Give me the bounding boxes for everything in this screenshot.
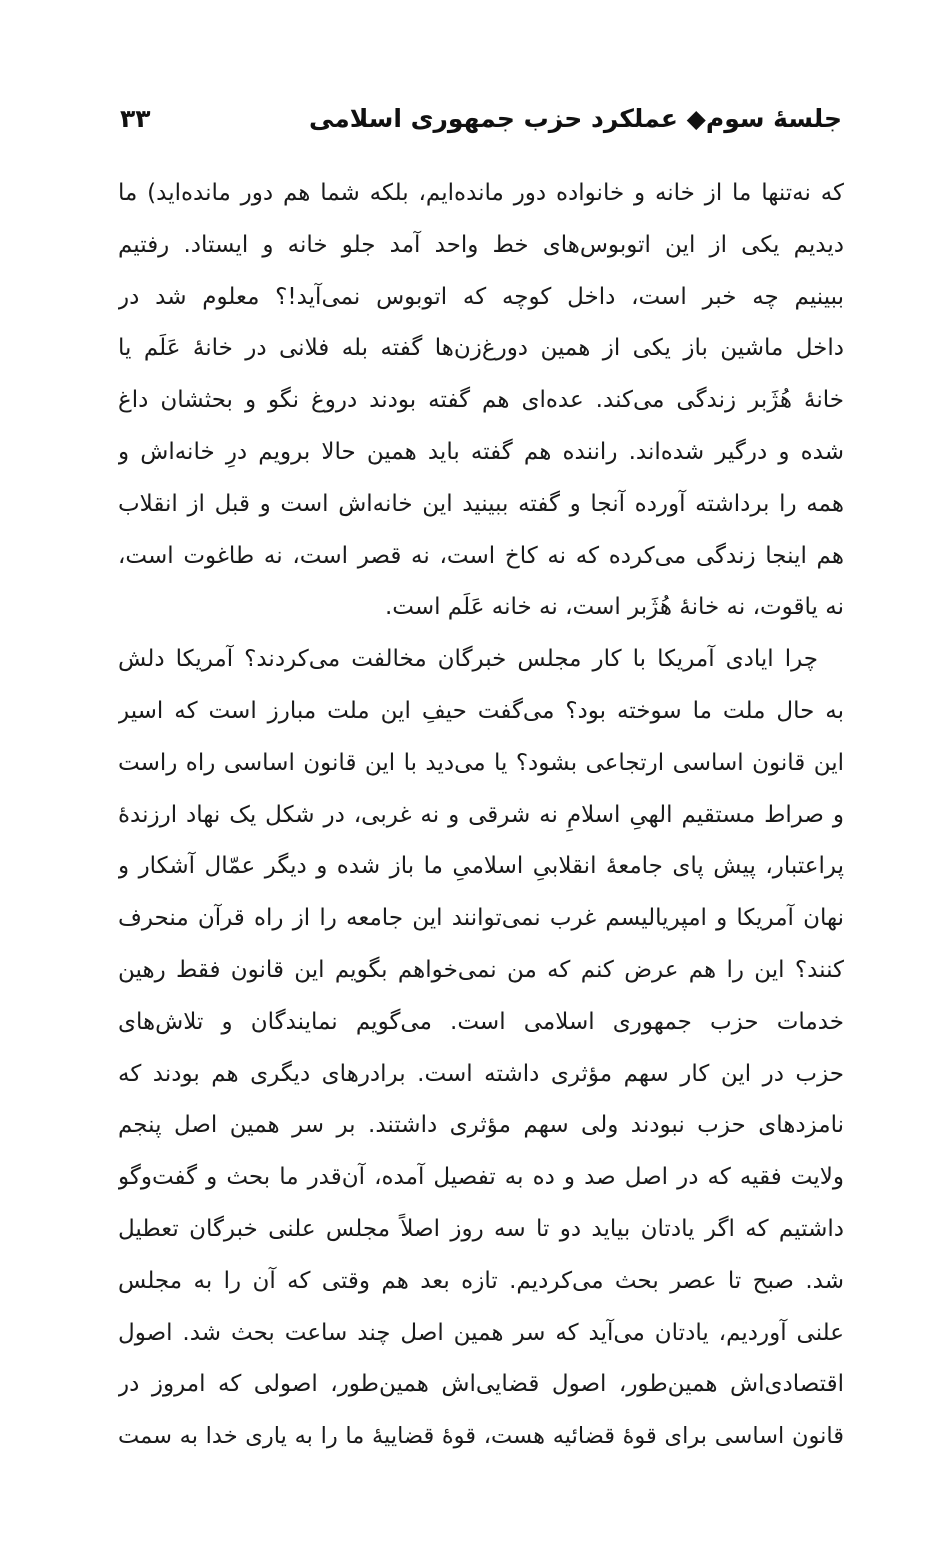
text-line: شده و درگیر شده‌اند. راننده هم گفته باید همین حالا برویم درِ خانه‌اش و [118,438,844,465]
text-line: داشتیم که اگر یادتان بیاید دو تا سه روز اصلاً مجلس علنی خبرگان تعطیل [118,1215,844,1242]
text-line: داخل ماشین باز یکی از همین دورغ‌زن‌ها گفته بله فلانی در خانهٔ عَلَم یا [118,335,844,362]
text-line: نه یاقوت، نه خانهٔ هُژَبر است، نه خانه عَلَم است. [384,594,844,621]
text-line: هم اینجا زندگی می‌کرده که نه کاخ است، نه قصر است، نه طاغوت است، [118,542,844,569]
text-line: همه را برداشته آورده آنجا و گفته ببینید این خانه‌اش است و قبل از انقلاب [118,490,844,517]
text-line: دیدیم یکی از این اتوبوس‌های خط واحد آمد جلو خانه و ایستاد. رفتیم [118,231,844,258]
text-line: ولایت فقیه که در اصل صد و ده به تفصیل آمده، آن‌قدر ما بحث و گفت‌وگو [118,1164,844,1191]
chapter-title: جلسهٔ سوم◆ عملکرد حزب جمهوری اسلامی [309,103,842,133]
text-line: خانهٔ هُژَبر زندگی می‌کند. عده‌ای هم گفته بودند دروغ نگو و بحثشان داغ [118,387,844,414]
text-line: علنی آوردیم، یادتان می‌آید که سر همین اصل چند ساعت بحث شد. اصول [118,1319,844,1346]
page-number: ۳۳ [120,103,151,133]
text-line: کنند؟ این را هم عرض کنم که من نمی‌خواهم بگویم این قانون فقط رهین [118,956,844,983]
text-line: و صراط مستقیم الهیِ اسلامِ نه شرقی و نه غربی، در شکل یک نهاد ارزندهٔ [118,801,844,828]
text-line: پراعتبار، پیش پای جامعهٔ انقلابیِ اسلامیِ ما باز شده و دیگر عمّال آشکار و [118,853,844,880]
text-line: نهان آمریکا و امپریالیسم غرب نمی‌توانند این جامعه را از راه قرآن منحرف [118,905,844,932]
text-line: خدمات حزب جمهوری اسلامی است. می‌گویم نمایندگان و تلاش‌های [118,1008,844,1035]
paragraph-first-line: چرا ایادی آمریکا با کار مجلس خبرگان مخالفت می‌کردند؟ آمریکا دلش [118,646,818,673]
text-line: اقتصادی‌اش همین‌طور، اصول قضایی‌اش همین‌طور، اصولی که امروز در [118,1371,844,1398]
text-line: شد. صبح تا عصر بحث می‌کردیم. تازه بعد هم وقتی که آن را به مجلس [118,1267,844,1294]
text-line: که نه‌تنها ما از خانه و خانواده دور مانده‌ایم، بلکه شما هم دور مانده‌اید) ما [118,180,844,206]
text-line: ببینیم چه خبر است، داخل کوچه که اتوبوس نمی‌آید!؟ معلوم شد در [118,283,844,310]
text-line: به حال ملت ما سوخته بود؟ می‌گفت حیفِ این ملت مبارز است که اسیر [118,697,844,724]
text-line: حزب در این کار سهم مؤثری داشته است. برادرهای دیگری هم بودند که [118,1060,844,1087]
running-header [120,96,842,140]
text-line: قانون اساسی برای قوهٔ قضائیه هست، قوهٔ قضاییهٔ ما را به یاری خدا به سمت [118,1423,844,1450]
text-line: این قانون اساسی ارتجاعی بشود؟ یا می‌دید با این قانون اساسی راه راست [118,749,844,776]
body-text [118,168,844,1463]
text-line: نامزدهای حزب نبودند ولی سهم مؤثری داشتند. بر سر همین اصل پنجم [118,1112,844,1139]
